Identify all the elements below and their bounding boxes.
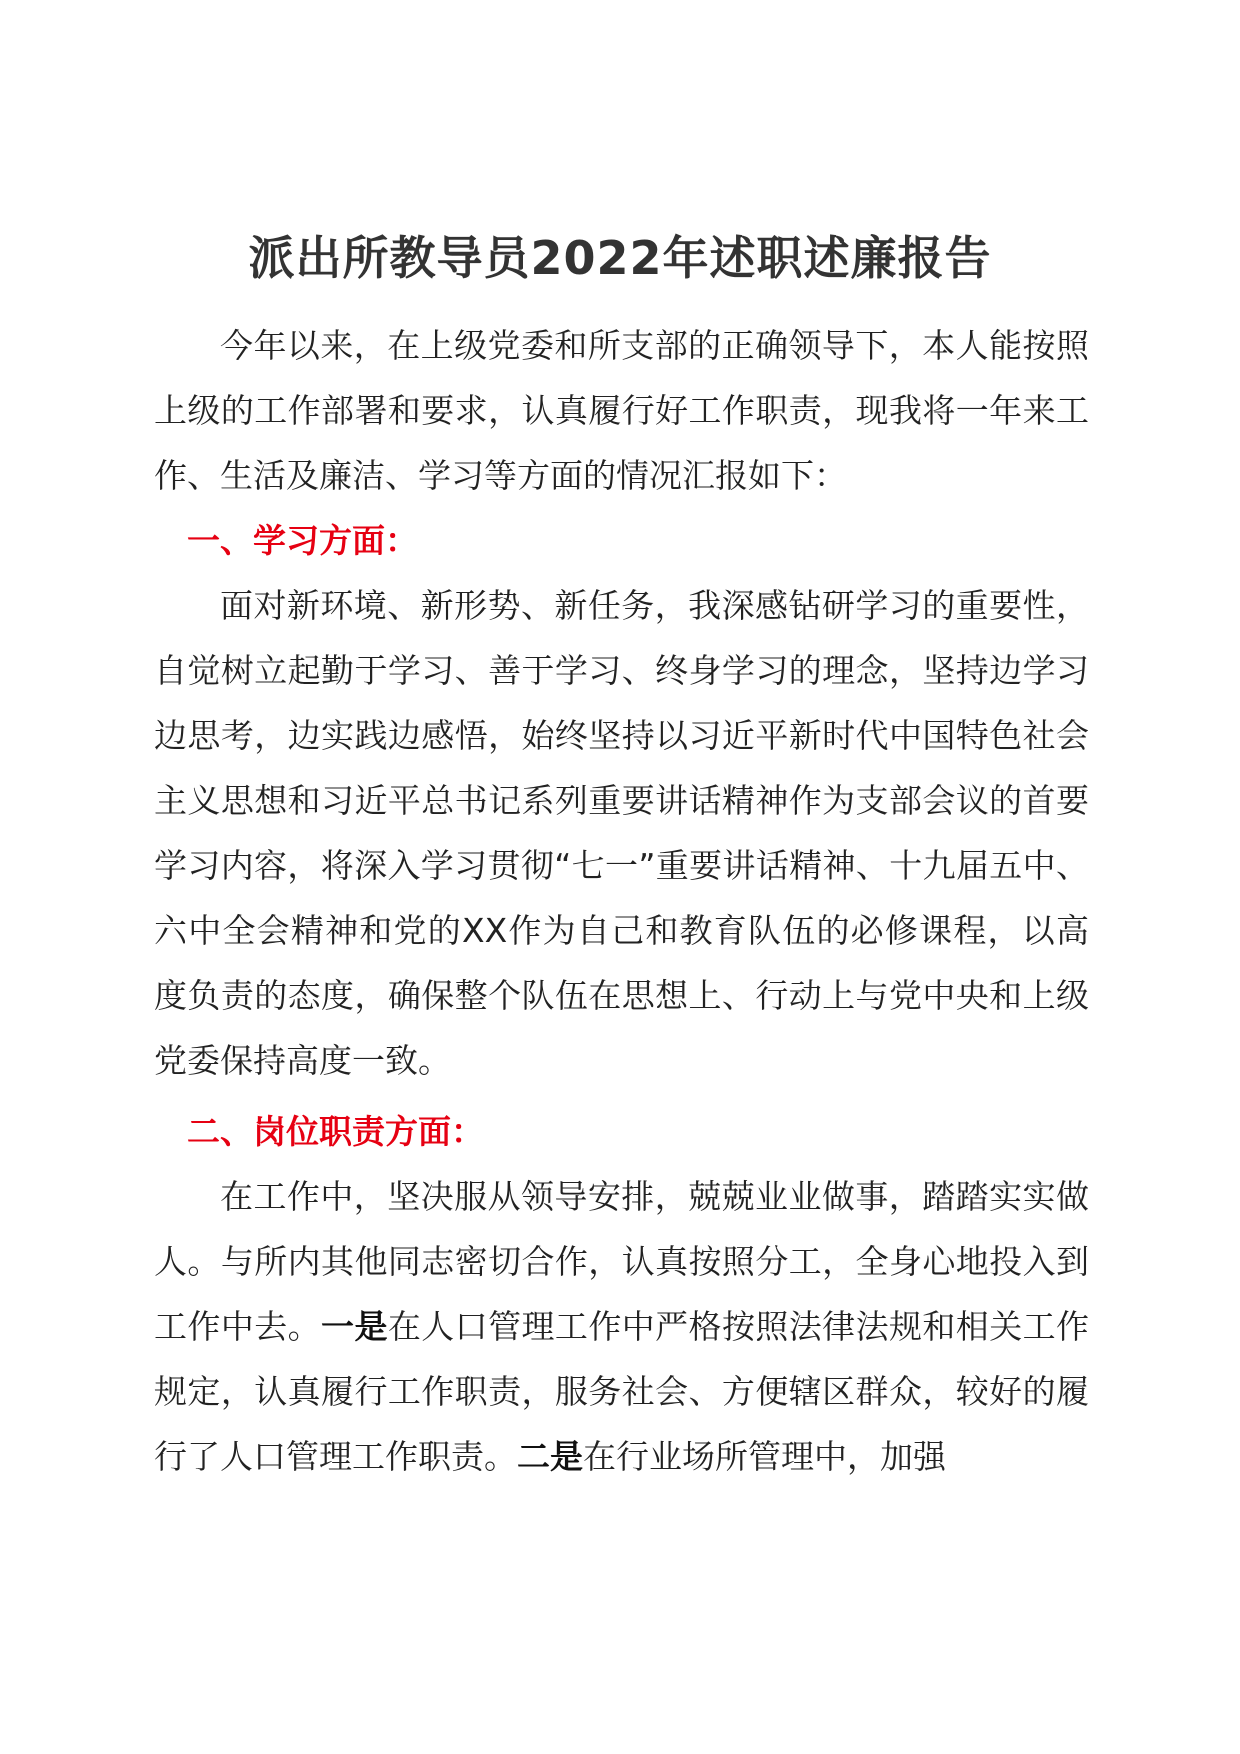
section-heading-duties: 二、岗位职责方面： <box>187 1112 484 1151</box>
duties-text-a: 在工作中，坚决服从领导安排，兢兢业业做事，踏踏实实做人。与所内其他同志密切合作，认真按照分工，全身心地投入到工作中去。 <box>154 1177 1089 1346</box>
section-paragraph-study: 面对新环境、新形势、新任务，我深感钻研学习的重要性，自觉树立起勤于学习、善于学习、终身学习的理念，坚持边学习边思考，边实践边感悟，始终坚持以习近平新时代中国特色社会主义思想和习近平总书记系列重要讲话精神作为支部会议的首要学习内容，将深入学习贯彻“七一”重要讲话精神、十九届五中、六中全会精神和党的XX作为自己和教育队伍的必修课程，以高度负责的态度，确保整个队伍在思想上、行动上与党中央和上级党委保持高度一致。 <box>154 586 1089 1080</box>
duties-point-1-label: 一是 <box>321 1307 388 1346</box>
document-title: 派出所教导员2022年述职述廉报告 <box>248 231 992 285</box>
duties-text-c: 在行业场所管理中，加强 <box>583 1437 946 1476</box>
section-paragraph-duties <box>154 1164 1089 1489</box>
intro-paragraph: 今年以来，在上级党委和所支部的正确领导下，本人能按照上级的工作部署和要求，认真履行好工作职责，现我将一年来工作、生活及廉洁、学习等方面的情况汇报如下： <box>154 326 1089 495</box>
section-heading-study: 一、学习方面： <box>187 521 418 560</box>
duties-point-2-label: 二是 <box>517 1437 583 1476</box>
document-body <box>154 313 1089 1489</box>
duties-text-b: 在人口管理工作中严格按照法律法规和相关工作规定，认真履行工作职责，服务社会、方便辖区群众，较好的履行了人口管理工作职责。 <box>154 1307 1090 1476</box>
